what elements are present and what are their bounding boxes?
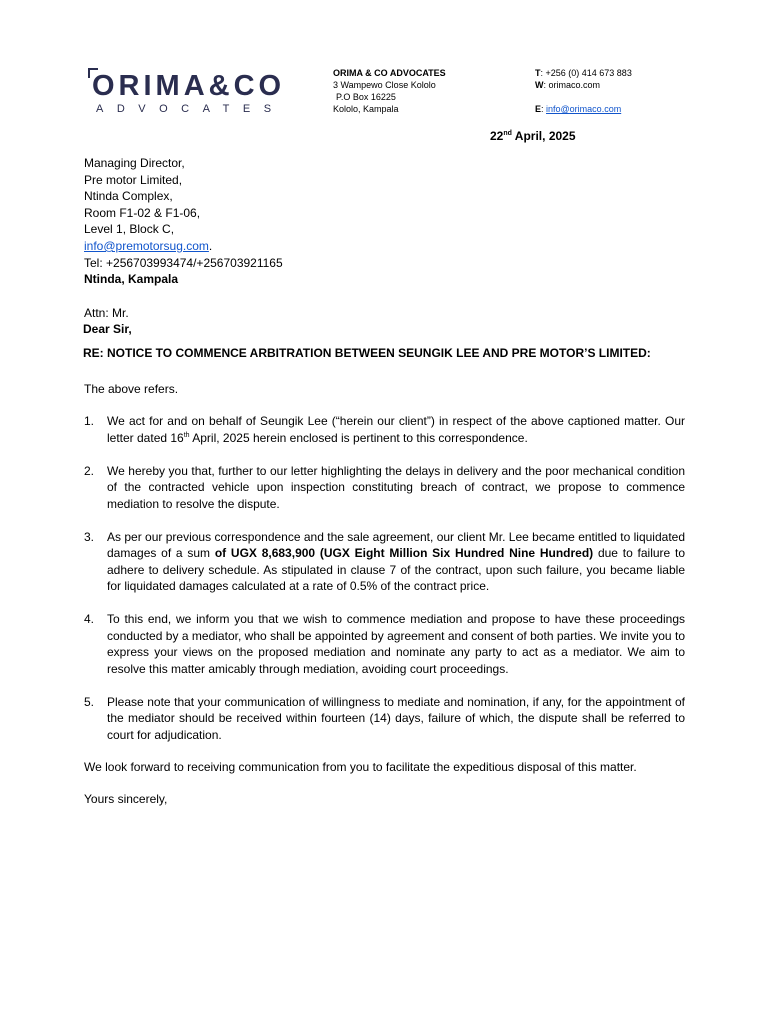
firm-address-line: Kololo, Kampala xyxy=(333,104,399,114)
email-separator: : xyxy=(541,104,547,114)
item-number: 2. xyxy=(84,463,95,478)
list-item xyxy=(84,529,685,595)
list-item xyxy=(84,463,685,513)
item-text: April, 2025 herein enclosed is pertinent to this correspondence. xyxy=(189,430,528,445)
list-item xyxy=(84,694,685,744)
recipient-address xyxy=(84,155,283,288)
recipient-telephone: Tel: +256703993474/+256703921165 xyxy=(84,255,283,270)
recipient-line: Ntinda Complex, xyxy=(84,189,173,204)
date-suffix: nd xyxy=(503,130,512,137)
subject-line: RE: NOTICE TO COMMENCE ARBITRATION BETWEEN SEUNGIK LEE AND PRE MOTOR’S LIMITED: xyxy=(83,346,651,360)
web-label: W xyxy=(535,80,544,90)
item-text: We hereby you that, further to our letter highlighting the delays in delivery and the poor mechanical condition of the contracted vehicle upon inspection constituting breach of contract, we propose to commence mediation to resolve the dispute. xyxy=(107,463,685,511)
list-item xyxy=(84,413,685,446)
sign-off: Yours sincerely, xyxy=(84,792,168,806)
date-month-year: April, 2025 xyxy=(511,129,576,143)
tel-value: : +256 (0) 414 673 883 xyxy=(540,68,632,78)
recipient-email-line xyxy=(84,238,283,255)
firm-address-line: P.O Box 16225 xyxy=(336,92,396,102)
numbered-paragraphs xyxy=(84,413,685,760)
email-label: E xyxy=(535,104,542,114)
recipient-line: Level 1, Block C, xyxy=(84,222,175,237)
recipient-city: Ntinda, Kampala xyxy=(84,272,179,287)
firm-address-block xyxy=(333,67,446,115)
intro-paragraph: The above refers. xyxy=(84,382,179,396)
item-number: 5. xyxy=(84,694,95,709)
logo-subtitle: ADVOCATES xyxy=(96,103,285,115)
web-value: : orimaco.com xyxy=(543,80,601,90)
closing-paragraph: We look forward to receiving communication from you to facilitate the expeditious disposal of this matter. xyxy=(84,760,637,774)
list-item xyxy=(84,611,685,677)
item-number: 4. xyxy=(84,612,95,626)
item-text: Please note that your communication of willingness to mediate and nomination, if any, for the appointment of the mediator should be received within fourteen (14) days, failure of which, the dispute shall be referred to court for adjudication. xyxy=(107,694,685,742)
firm-email xyxy=(535,103,632,115)
firm-contacts-block xyxy=(535,67,632,115)
item-bold-amount: of UGX 8,683,900 (UGX Eight Million Six Hundred Nine Hundred) xyxy=(214,546,594,560)
date-day: 22 xyxy=(490,129,504,143)
recipient-email-punct: . xyxy=(208,238,213,253)
firm-name: ORIMA & CO ADVOCATES xyxy=(333,68,446,78)
letter-date xyxy=(490,129,576,143)
firm-address-line: 3 Wampewo Close Kololo xyxy=(333,80,436,90)
item-text: due to failure to adhere to delivery schedule. As stipulated in clause 7 of the contract, upon such failure, you became liable for liquidated damages calculated at a rate of 0.5% of the contract price. xyxy=(107,546,685,593)
tel-label: T xyxy=(535,68,541,78)
firm-website xyxy=(535,79,632,91)
logo-wordmark: ORIMA&CO xyxy=(92,70,286,102)
firm-logo xyxy=(86,66,286,122)
item-text: As per our previous correspondence and the sale agreement, our client Mr. Lee became entitled to liquidated damages of a sum xyxy=(107,529,685,560)
item-text: To this end, we inform you that we wish to commence mediation and propose to have these proceedings conducted by a mediator, who shall be appointed by agreement and consent of both parties. We invite you to express your views on the proposed mediation and nominate any party to act as a mediator. We aim to resolve this matter amicably through mediation, avoiding court proceedings. xyxy=(107,612,685,676)
item-text: We act for and on behalf of Seungik Lee (“herein our client”) in respect of the above captioned matter. Our letter dated 16 xyxy=(107,414,685,445)
recipient-line: Pre motor Limited, xyxy=(84,172,183,187)
item-number: 1. xyxy=(84,414,95,428)
firm-email-link[interactable]: info@orimaco.com xyxy=(546,104,622,114)
attention-line: Attn: Mr. xyxy=(84,306,129,320)
item-number: 3. xyxy=(84,529,95,544)
recipient-line: Managing Director, xyxy=(84,156,185,170)
firm-telephone xyxy=(535,67,632,79)
recipient-email-link[interactable]: info@premotorsug.com xyxy=(84,238,209,253)
salutation: Dear Sir, xyxy=(83,322,132,336)
recipient-line: Room F1-02 & F1-06, xyxy=(84,205,201,220)
item-sup: th xyxy=(183,431,190,439)
